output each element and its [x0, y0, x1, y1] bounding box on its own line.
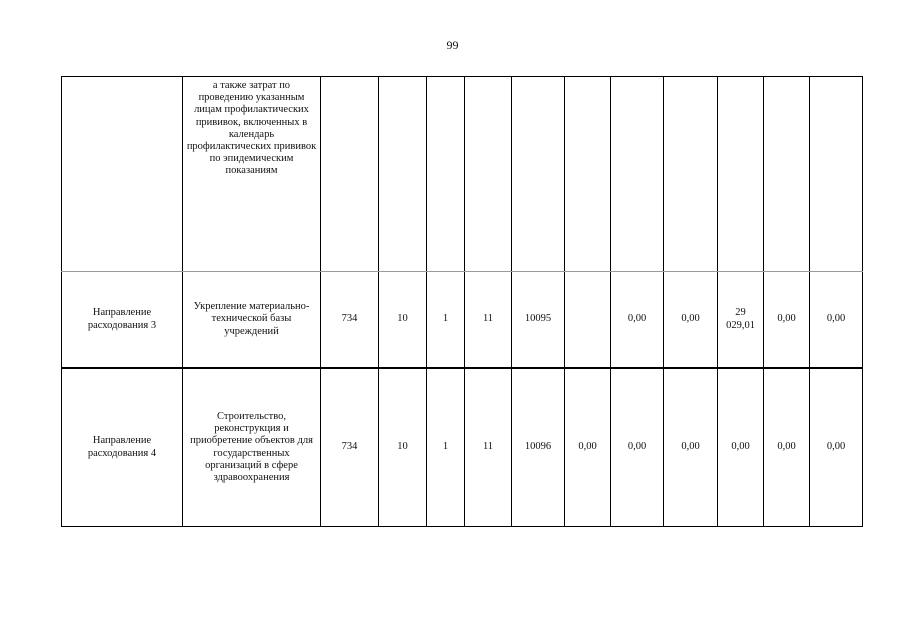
direction-cell: [62, 77, 183, 272]
description-cell: Строительство, реконструкция и приобретение объектов для государственных организаций в сфере здравоохранения: [183, 368, 321, 527]
value-cell: [565, 272, 611, 369]
value-cell: 0,00: [565, 368, 611, 527]
table-row: [62, 368, 863, 527]
value-cell: 0,00: [664, 368, 718, 527]
code-cell: [321, 77, 379, 272]
code-cell: 1: [427, 368, 465, 527]
code-cell: [379, 77, 427, 272]
value-cell: 0,00: [664, 272, 718, 369]
table-row: [62, 272, 863, 369]
code-cell: 10: [379, 272, 427, 369]
value-cell: 0,00: [764, 272, 810, 369]
code-cell: [512, 77, 565, 272]
code-cell: 11: [465, 272, 512, 369]
table-row: [62, 77, 863, 272]
value-cell: 0,00: [718, 368, 764, 527]
direction-cell: Направление расходования 3: [62, 272, 183, 369]
code-cell: [427, 77, 465, 272]
value-cell: 0,00: [810, 368, 863, 527]
value-cell: [611, 77, 664, 272]
code-cell: 10096: [512, 368, 565, 527]
value-cell: [565, 77, 611, 272]
value-cell: [810, 77, 863, 272]
code-cell: 11: [465, 368, 512, 527]
value-cell: [664, 77, 718, 272]
code-cell: 10095: [512, 272, 565, 369]
value-cell: 0,00: [764, 368, 810, 527]
code-cell: 1: [427, 272, 465, 369]
direction-cell: Направление расходования 4: [62, 368, 183, 527]
value-cell: 0,00: [611, 272, 664, 369]
value-cell: 0,00: [810, 272, 863, 369]
value-cell: 29 029,01: [718, 272, 764, 369]
description-cell: а также затрат по проведению указанным лицам профилактическиx прививок, включенных в календарь профилактических прививок по эпидемическим показаниям: [183, 77, 321, 272]
code-cell: 10: [379, 368, 427, 527]
page-number: 99: [446, 38, 459, 52]
code-cell: [465, 77, 512, 272]
code-cell: 734: [321, 368, 379, 527]
value-cell: 0,00: [611, 368, 664, 527]
budget-table: [61, 76, 863, 527]
description-cell: Укрепление материально-технической базы учреждений: [183, 272, 321, 369]
code-cell: 734: [321, 272, 379, 369]
value-cell: [764, 77, 810, 272]
value-cell: [718, 77, 764, 272]
